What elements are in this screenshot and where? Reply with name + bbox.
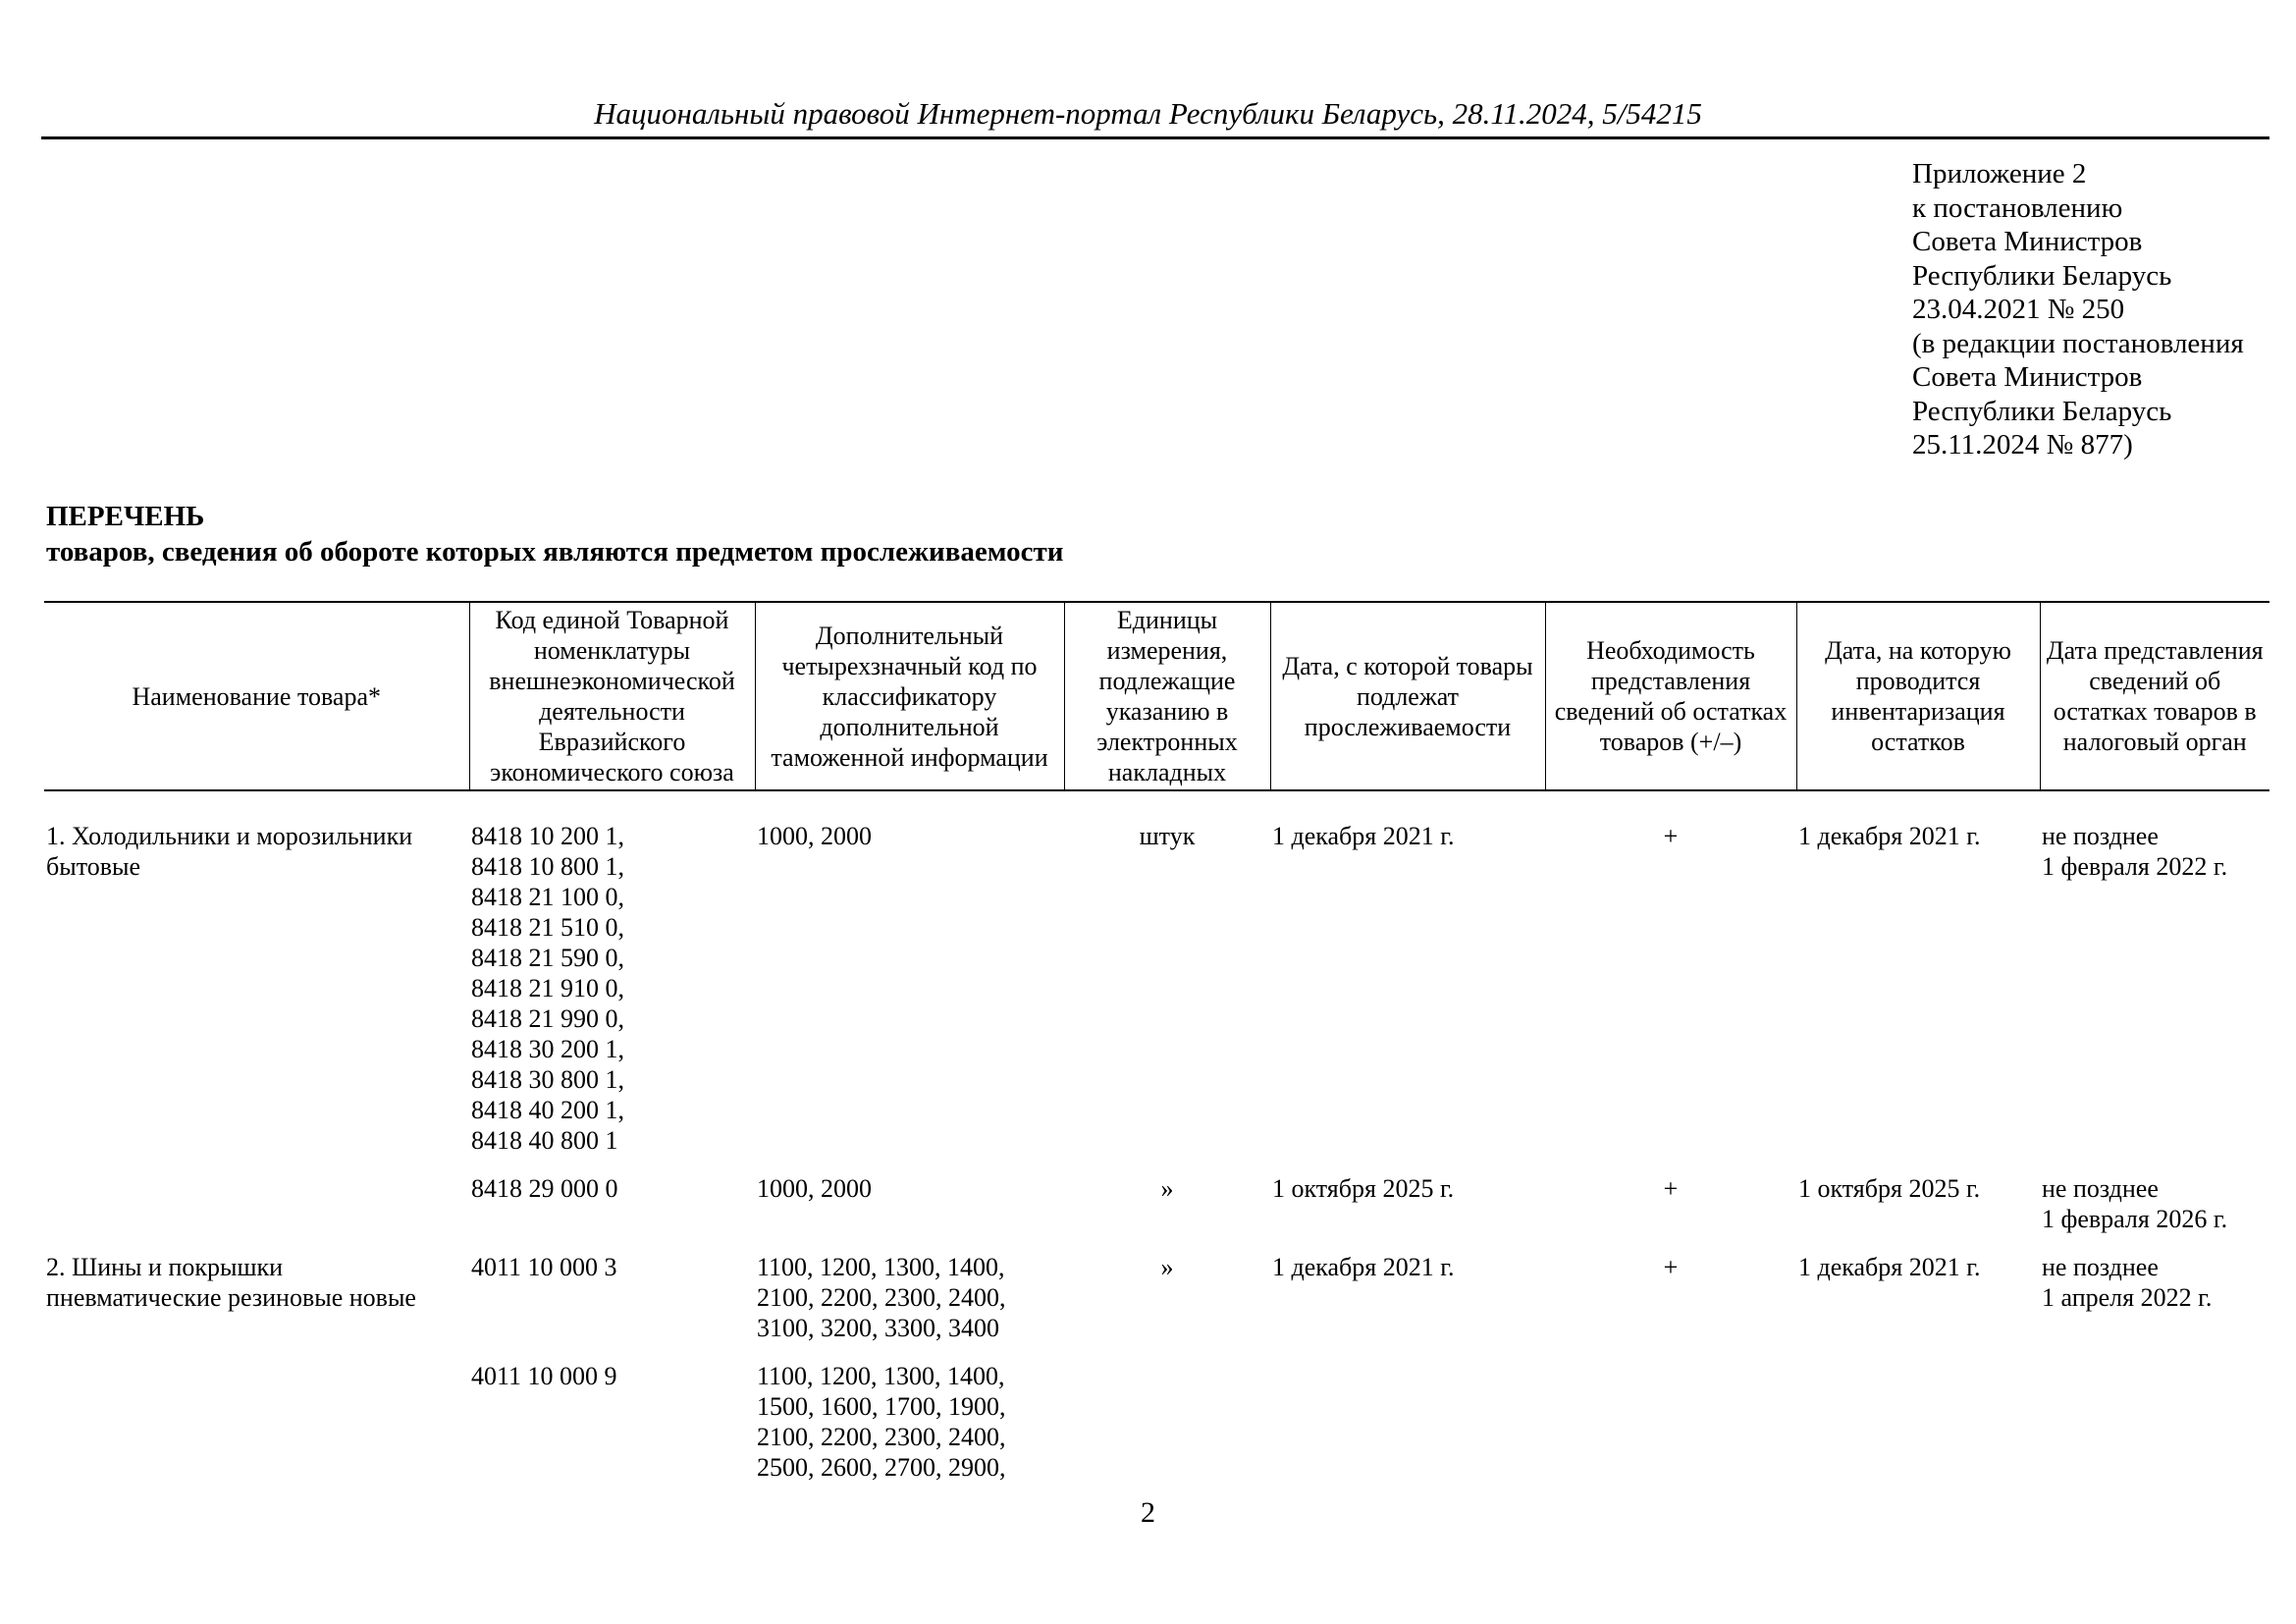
cell-inventory-date xyxy=(1796,1343,2040,1483)
cell-start-date xyxy=(1270,1343,1545,1483)
col-header-stock-need: Необходимость представления сведений об остатках товаров (+/–) xyxy=(1545,602,1796,790)
cell-codes xyxy=(469,1156,755,1234)
cell-extra-codes xyxy=(755,1343,1064,1483)
table-row xyxy=(44,790,2269,1156)
cell-start-date: 1 декабря 2021 г. xyxy=(1272,1253,1455,1281)
cell-unit xyxy=(1064,1343,1270,1483)
cell-unit: » xyxy=(1160,1174,1174,1203)
cell-inventory-date: 1 декабря 2021 г. xyxy=(1798,822,1981,850)
header-divider xyxy=(41,136,2269,139)
cell-line: 8418 21 590 0, xyxy=(471,944,624,972)
appendix-line: (в редакции постановления xyxy=(1912,327,2244,359)
cell-line: 1100, 1200, 1300, 1400, xyxy=(757,1253,1005,1281)
cell-name xyxy=(44,1343,469,1483)
col-header-inventory-date: Дата, на которую проводится инвентаризация остатков xyxy=(1796,602,2040,790)
appendix-note xyxy=(1912,157,2285,462)
cell-name xyxy=(44,790,469,1156)
portal-header: Национальный правовой Интернет-портал Республики Беларусь, 28.11.2024, 5/54215 xyxy=(594,96,1702,131)
table-row xyxy=(44,1234,2269,1343)
cell-line: 8418 30 200 1, xyxy=(471,1035,624,1063)
cell-name xyxy=(44,1234,469,1343)
appendix-line: Совета Министров xyxy=(1912,226,2143,257)
cell-submit-date xyxy=(2040,790,2269,1156)
cell-line: 4011 10 000 9 xyxy=(471,1362,617,1390)
cell-line: бытовые xyxy=(46,852,141,881)
cell-line: 8418 29 000 0 xyxy=(471,1174,618,1203)
cell-line: 2500, 2600, 2700, 2900, xyxy=(757,1453,1006,1482)
cell-codes xyxy=(469,1343,755,1483)
cell-line: 8418 40 800 1 xyxy=(471,1126,618,1155)
appendix-line: Приложение 2 xyxy=(1912,158,2087,189)
table-row xyxy=(44,1343,2269,1483)
cell-start-date: 1 октября 2025 г. xyxy=(1272,1174,1455,1203)
cell-line: 8418 40 200 1, xyxy=(471,1096,624,1124)
table-header-row xyxy=(44,602,2269,790)
cell-stock-need xyxy=(1545,1343,1796,1483)
appendix-line: к постановлению xyxy=(1912,191,2123,224)
cell-inventory-date: 1 декабря 2021 г. xyxy=(1798,1253,1981,1281)
goods-table xyxy=(44,601,2269,1483)
title-line-2: товаров, сведения об обороте которых являются предметом прослеживаемости xyxy=(46,536,1064,568)
cell-line: 4011 10 000 3 xyxy=(471,1253,617,1281)
cell-submit-date xyxy=(2040,1343,2269,1483)
title-line-1: ПЕРЕЧЕНЬ xyxy=(46,501,205,532)
cell-unit: » xyxy=(1160,1253,1174,1281)
appendix-line: 23.04.2021 № 250 xyxy=(1912,294,2125,325)
cell-line: 8418 21 990 0, xyxy=(471,1004,624,1033)
cell-extra-codes xyxy=(755,1234,1064,1343)
cell-line: 8418 10 800 1, xyxy=(471,852,624,881)
cell-line: 8418 21 510 0, xyxy=(471,913,624,942)
cell-line: 1. Холодильники и морозильники xyxy=(46,822,413,850)
appendix-line: 25.11.2024 № 877) xyxy=(1912,429,2133,460)
cell-line: 8418 30 800 1, xyxy=(471,1065,624,1094)
col-header-name: Наименование товара* xyxy=(44,602,469,790)
col-header-units: Единицы измерения, подлежащие указанию в электронных накладных xyxy=(1064,602,1270,790)
cell-line: не позднее xyxy=(2042,1174,2159,1203)
cell-extra-codes xyxy=(755,1156,1064,1234)
cell-extra-codes xyxy=(755,790,1064,1156)
cell-line: 8418 21 100 0, xyxy=(471,883,624,911)
cell-submit-date xyxy=(2040,1156,2269,1234)
appendix-line: Республики Беларусь xyxy=(1912,395,2172,427)
cell-line: 2100, 2200, 2300, 2400, xyxy=(757,1283,1006,1312)
cell-line: 8418 21 910 0, xyxy=(471,974,624,1002)
cell-line: 1500, 1600, 1700, 1900, xyxy=(757,1392,1006,1421)
col-header-code: Код единой Товарной номенклатуры внешнеэкономической деятельности Евразийского экономического союза xyxy=(469,602,755,790)
page-number: 2 xyxy=(1141,1496,1155,1529)
cell-stock-need: + xyxy=(1663,822,1679,850)
cell-line: 8418 10 200 1, xyxy=(471,822,624,850)
cell-line: 1000, 2000 xyxy=(757,822,872,850)
cell-line: 1000, 2000 xyxy=(757,1174,872,1203)
cell-start-date: 1 декабря 2021 г. xyxy=(1272,822,1455,850)
appendix-line: Республики Беларусь xyxy=(1912,259,2172,292)
cell-line: 1100, 1200, 1300, 1400, xyxy=(757,1362,1005,1390)
col-header-extra-code: Дополнительный четырехзначный код по классификатору дополнительной таможенной информации xyxy=(755,602,1064,790)
cell-line: 1 февраля 2026 г. xyxy=(2042,1205,2228,1233)
cell-name xyxy=(44,1156,469,1234)
table-row xyxy=(44,1156,2269,1234)
cell-inventory-date: 1 октября 2025 г. xyxy=(1798,1174,1981,1203)
cell-unit: штук xyxy=(1139,822,1196,850)
cell-line: не позднее xyxy=(2042,1253,2159,1281)
cell-line: 3100, 3200, 3300, 3400 xyxy=(757,1314,999,1342)
cell-stock-need: + xyxy=(1663,1253,1679,1281)
cell-codes xyxy=(469,1234,755,1343)
col-header-submit-date: Дата представления сведений об остатках товаров в налоговый орган xyxy=(2040,602,2269,790)
cell-line: 1 февраля 2022 г. xyxy=(2042,852,2228,881)
cell-codes xyxy=(469,790,755,1156)
col-header-start-date: Дата, с которой товары подлежат прослеживаемости xyxy=(1270,602,1545,790)
appendix-line: Совета Министров xyxy=(1912,361,2143,393)
cell-line: пневматические резиновые новые xyxy=(46,1283,416,1312)
cell-line: не позднее xyxy=(2042,822,2159,850)
cell-line: 2. Шины и покрышки xyxy=(46,1253,284,1281)
document-title xyxy=(46,499,1063,569)
cell-submit-date xyxy=(2040,1234,2269,1343)
cell-stock-need: + xyxy=(1663,1174,1679,1203)
cell-line: 2100, 2200, 2300, 2400, xyxy=(757,1423,1006,1451)
cell-line: 1 апреля 2022 г. xyxy=(2042,1283,2213,1312)
